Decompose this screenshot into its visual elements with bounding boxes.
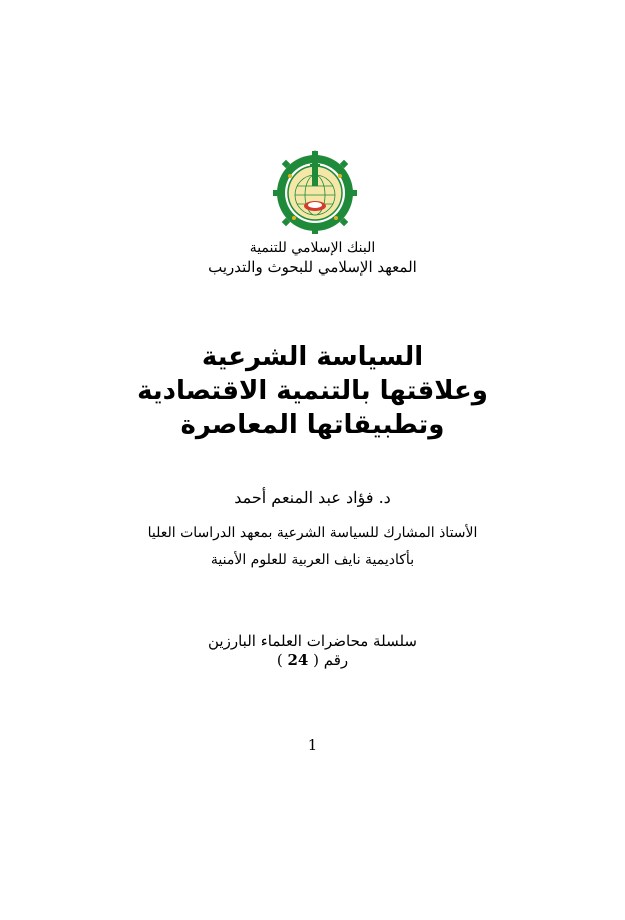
series-number-prefix: رقم ( (313, 651, 349, 669)
title-line-1: السياسة الشرعية (201, 342, 424, 372)
series-number-value: 24 (287, 651, 309, 669)
document-title (0, 340, 625, 442)
author-academy: بأكاديمية نايف العربية للعلوم الأمنية (210, 552, 415, 568)
series-number (0, 651, 625, 669)
title-line-3: وتطبيقاتها المعاصرة (180, 410, 445, 440)
organization-name: البنك الإسلامي للتنمية (249, 240, 376, 256)
title-line-2: وعلاقتها بالتنمية الاقتصادية (137, 376, 488, 406)
author-name: د. فؤاد عبد المنعم أحمد (234, 488, 391, 507)
institute-name: المعهد الإسلامي للبحوث والتدريب (208, 258, 417, 276)
page-number: 1 (307, 736, 318, 754)
islamic-development-bank-logo (270, 148, 360, 234)
author-position: الأستاذ المشارك للسياسة الشرعية بمعهد الدراسات العليا (147, 525, 478, 541)
series-number-suffix: ) (276, 651, 283, 669)
series-name: سلسلة محاضرات العلماء البارزين (208, 632, 417, 650)
